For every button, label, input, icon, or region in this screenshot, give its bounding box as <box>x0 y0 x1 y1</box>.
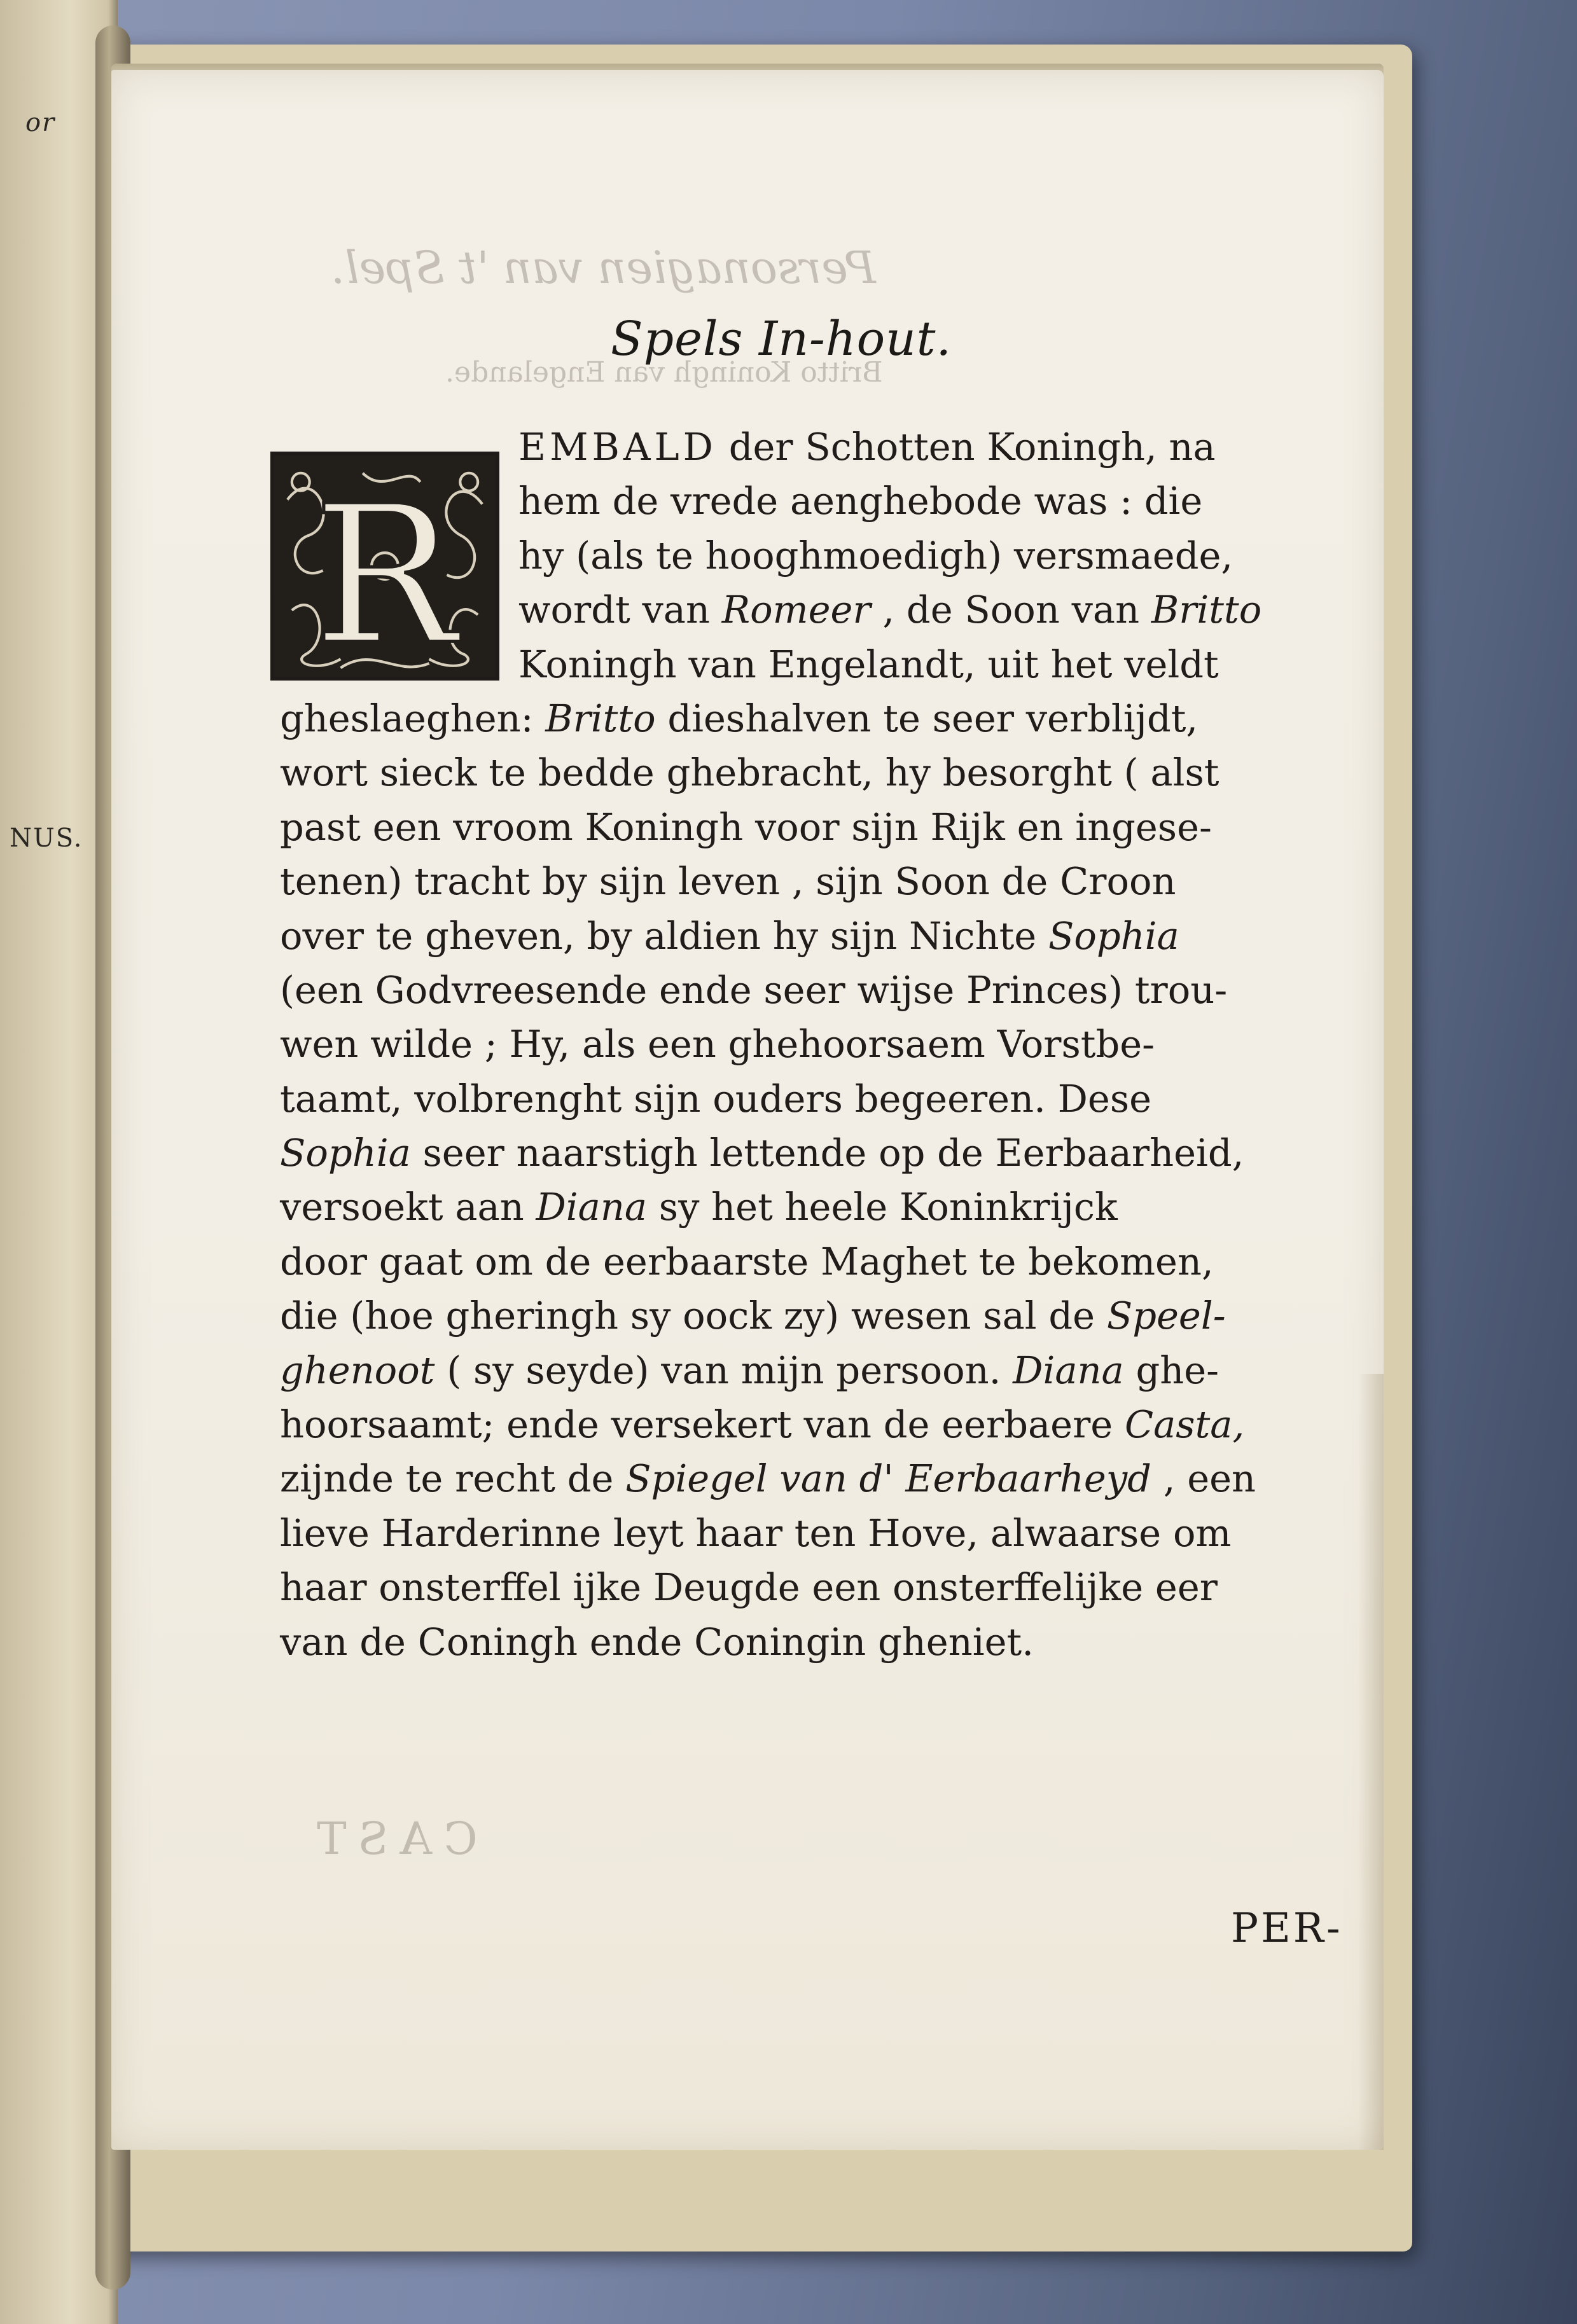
left-page-fragment: or <box>25 108 56 137</box>
text-line <box>280 854 1393 908</box>
text-segment: wort sieck te bedde ghebracht, hy besorght ( alst <box>280 750 1219 795</box>
text-segment: tenen) tracht by sijn leven , sijn Soon de Croon <box>280 859 1176 904</box>
text-line <box>280 1017 1393 1071</box>
text-line <box>280 1451 1393 1505</box>
text-segment: Speel- <box>1106 1294 1226 1338</box>
text-line <box>280 745 1393 799</box>
dropcap-letter: R <box>313 464 457 677</box>
text-line <box>280 420 1393 474</box>
text-segment: Diana <box>1013 1348 1124 1392</box>
text-segment: haar onsterffel ijke Deugde een onsterffelijke eer <box>280 1565 1218 1610</box>
text-segment: past een vroom Koningh voor sijn Rijk en ingese- <box>280 805 1212 849</box>
text-segment: sy het heele Koninkrijck <box>647 1185 1118 1229</box>
text-segment: door gaat om de eerbaarste Maghet te bekomen, <box>280 1239 1214 1283</box>
text-segment: Spiegel van d' Eerbaarheyd <box>625 1456 1151 1501</box>
text-line <box>280 1235 1393 1289</box>
text-segment: dieshalven te seer verblijdt, <box>655 696 1198 740</box>
text-segment: Koningh van Engelandt, uit het veldt <box>518 642 1219 686</box>
text-segment: Romeer <box>721 588 871 632</box>
text-segment: wen wilde ; Hy, als een ghehoorsaem Vorstbe- <box>280 1022 1155 1067</box>
text-line <box>280 583 1393 637</box>
show-through: CAST <box>305 1813 478 1865</box>
text-segment: Britto <box>545 696 656 740</box>
text-segment: (een Godvreesende ende seer wijse Princes) trou- <box>280 967 1228 1012</box>
text-segment: gheslaeghen: <box>280 696 546 740</box>
text-line <box>280 963 1393 1017</box>
text-segment: versoekt aan <box>280 1185 536 1229</box>
text-segment: hem de vrede aenghebode was : die <box>518 479 1203 523</box>
text-line <box>280 1343 1393 1397</box>
text-segment: ghenoot <box>280 1348 435 1392</box>
text-line <box>280 1615 1393 1669</box>
text-segment: hoorsaamt; ende versekert van de eerbaere <box>280 1402 1125 1447</box>
text-line <box>280 529 1393 583</box>
catchword: PER- <box>1231 1905 1343 1952</box>
text-line <box>280 800 1393 854</box>
text-line <box>280 1180 1393 1234</box>
text-segment: die (hoe gheringh sy oock zy) wesen sal de <box>280 1294 1107 1338</box>
text-line <box>280 1072 1393 1126</box>
text-line <box>280 1289 1393 1343</box>
left-page-fragment: NUS. <box>10 824 83 853</box>
text-segment: Casta, <box>1124 1402 1245 1447</box>
text-segment: van de Coningh ende Coningin gheniet. <box>280 1619 1034 1664</box>
text-line <box>280 909 1393 963</box>
text-line <box>280 1506 1393 1560</box>
text-segment: wordt van <box>518 588 722 632</box>
text-line <box>280 637 1393 691</box>
show-through: Britto Koningh van Engelande. <box>445 356 883 389</box>
text-segment: seer naarstigh lettende op de Eerbaarheid, <box>410 1131 1244 1175</box>
show-through: Personagien van 't Spel. <box>331 242 876 294</box>
text-segment: Sophia <box>1048 913 1179 958</box>
text-segment: der Schotten Koningh, na <box>716 425 1216 469</box>
text-line <box>280 474 1393 528</box>
text-line <box>280 1397 1393 1451</box>
text-segment: hy (als te hooghmoedigh) versmaede, <box>518 533 1233 578</box>
text-segment: Diana <box>536 1185 648 1229</box>
text-segment: , de Soon van <box>870 588 1151 632</box>
text-segment: , een <box>1151 1456 1256 1501</box>
text-segment: zijnde te recht de <box>280 1456 626 1501</box>
text-line <box>280 1126 1393 1180</box>
text-segment: EMBALD <box>518 425 717 469</box>
text-segment: Sophia <box>280 1131 411 1175</box>
page-title: Spels In-hout. <box>611 312 952 366</box>
body-text <box>280 420 1393 1669</box>
text-segment: taamt, volbrenght sijn ouders begeeren. Dese <box>280 1076 1152 1121</box>
text-segment: ( sy seyde) van mijn persoon. <box>434 1348 1013 1392</box>
text-segment: ghe- <box>1123 1348 1219 1392</box>
text-line <box>280 1560 1393 1614</box>
text-segment: over te gheven, by aldien hy sijn Nichte <box>280 913 1048 958</box>
text-line <box>280 691 1393 745</box>
text-segment: lieve Harderinne leyt haar ten Hove, alwaarse om <box>280 1511 1232 1555</box>
text-segment: Britto <box>1151 588 1262 632</box>
